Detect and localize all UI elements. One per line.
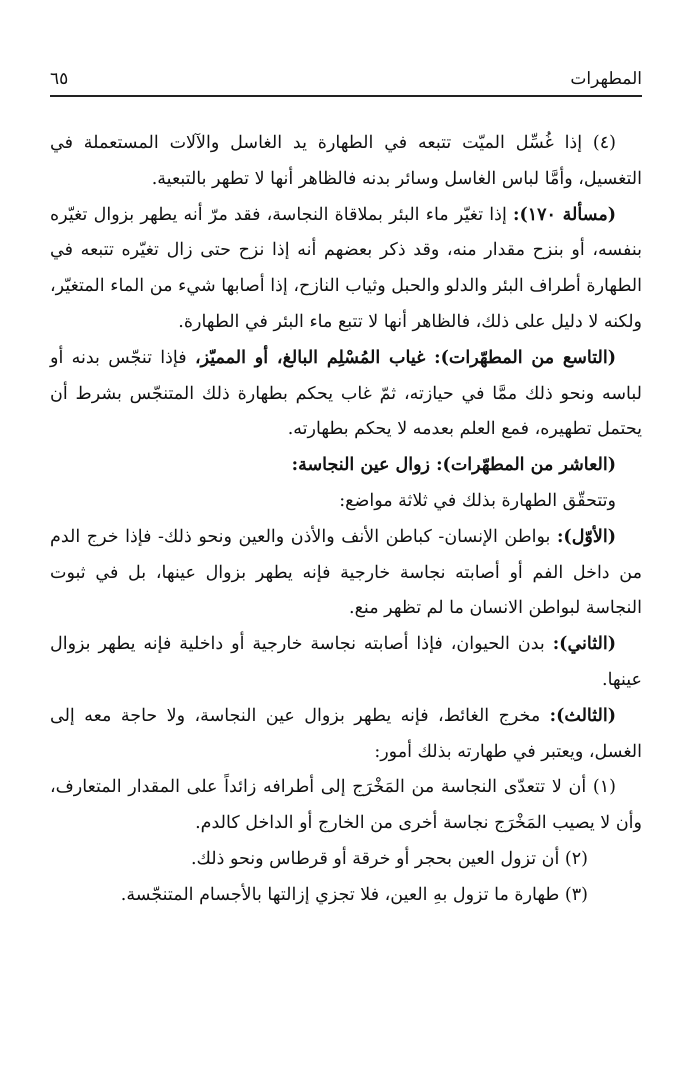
paragraph-condition-3 [50,878,642,914]
page-header [50,62,642,96]
paragraph-lead: (الأوّل): [556,526,616,547]
paragraph-condition-2 [50,842,642,878]
paragraph-text: (٤) إذا غُسِّل الميّت تتبعه في الطهارة يد الغاسل والآلات المستعملة في التغسيل، وأمَّا لباس الغاسل وسائر بدنه فالظاهر أنها لا تطهر بالتبعية. [50,133,642,189]
paragraph-text: مخرج الغائط، فإنه يطهر بزوال عين النجاسة، ولا حاجة معه إلى الغسل، ويعتبر في طهارته بذلك أمور: [50,705,642,762]
paragraph-text: (٢) أن تزول العين بحجر أو خرقة أو قرطاس ونحو ذلك. [190,848,588,869]
paragraph-second [50,627,642,699]
paragraph-first [50,520,642,627]
header-rule [50,95,642,97]
paragraph-three-places [50,484,642,520]
paragraph-text: (١) أن لا تتعدّى النجاسة من المَخْرَج إلى أطرافه زائداً على المقدار المتعارف، وأن لا يصيب المَخْرَج نجاسة أخرى من الخارج أو الداخل كالدم. [50,777,642,834]
paragraph-text: فإذا تنجّس بدنه أو لباسه ونحو ذلك ممَّا في حيازته، ثمّ غاب يحكم بطهارة ذلك المتنجّس بشرط أن يحتمل تطهيره، فمع العلم بعدمه لا يحكم بطهارته. [50,347,642,440]
paragraph-text: وتتحقّق الطهارة بذلك في ثلاثة مواضع: [339,490,616,511]
paragraph-item-4 [50,126,642,198]
paragraph-lead: (الثاني): [552,634,616,655]
paragraph-ninth-purifier [50,341,642,448]
paragraph-condition-1 [50,770,642,842]
paragraph-text: إذا تغيّر ماء البئر بملاقاة النجاسة، فقد مرّ أنه يطهر بزوال تغيّره بنفسه، أو بنزح مقدار منه، وقد ذكر بعضهم أنه إذا نزح حتى زال تغيّره تتبعه في الطهارة أطراف البئر والدلو والحبل وثياب النازح، إذا أصابها شيء من الماء المتغيّر، ولكنه لا دليل على ذلك، فالظاهر أنها لا تتبع ماء البئر في الطهارة. [50,204,642,332]
paragraph-text: بواطن الإنسان- كباطن الأنف والأذن والعين ونحو ذلك- فإذا خرج الدم من داخل الفم أو أصابته نجاسة خارجية فإنه يطهر بزوال عينها، بل في ثبوت النجاسة لبواطن الانسان ما لم تظهر منع. [50,526,642,619]
paragraph-masala-170 [50,198,642,341]
paragraph-lead: (مسألة ١٧٠): [513,204,616,225]
paragraph-third [50,699,642,771]
paragraph-text: (٣) طهارة ما تزول بهِ العين، فلا تجزي إزالتها بالأجسام المتنجّسة. [120,884,588,905]
paragraph-lead: (الثالث): [549,705,616,726]
running-head: المطهرات [570,69,642,89]
page-body [50,126,642,914]
paragraph-tenth-purifier [50,448,642,484]
paragraph-lead: (العاشر من المطهّرات): زوال عين النجاسة: [291,455,616,476]
paragraph-text: بدن الحيوان، فإذا أصابته نجاسة خارجية أو داخلية فإنه يطهر بزوال عينها. [50,634,642,690]
page-number: ٦٥ [50,69,69,89]
paragraph-lead: (التاسع من المطهّرات): غياب المُسْلِم البالغ، أو المميّز، [194,347,616,368]
